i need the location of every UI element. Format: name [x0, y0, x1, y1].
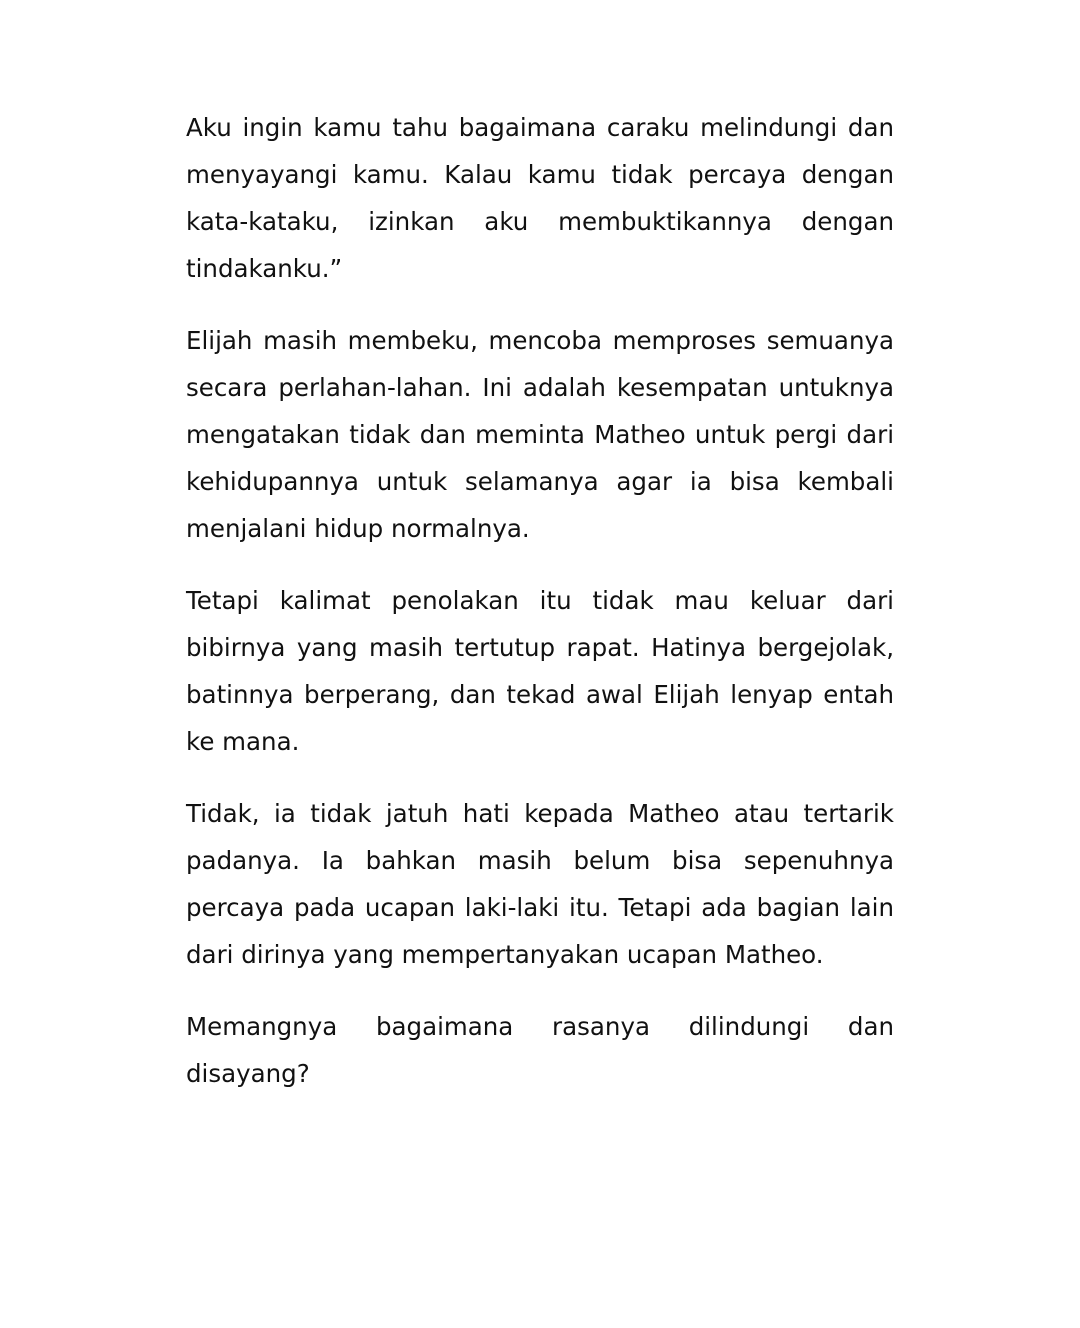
paragraph-1: Aku ingin kamu tahu bagaimana caraku melindungi dan menyayangi kamu. Kalau kamu tidak percaya dengan kata-kataku, izinkan aku membuktikannya dengan tindakanku.”	[186, 113, 894, 283]
paragraph-2: Elijah masih membeku, mencoba memproses semuanya secara perlahan-lahan. Ini adalah kesempatan untuknya mengatakan tidak dan meminta Matheo untuk pergi dari kehidupannya untuk selamanya agar ia bisa kembali menjalani hidup normalnya.	[186, 326, 894, 543]
paragraph-3: Tetapi kalimat penolakan itu tidak mau keluar dari bibirnya yang masih tertutup rapat. Hatinya bergejolak, batinnya berperang, dan tekad awal Elijah lenyap entah ke mana.	[186, 586, 894, 756]
document-page	[186, 104, 894, 1122]
paragraph-4: Tidak, ia tidak jatuh hati kepada Matheo atau tertarik padanya. Ia bahkan masih belum bisa sepenuhnya percaya pada ucapan laki-laki itu. Tetapi ada bagian lain dari dirinya yang mempertanyakan ucapan Matheo.	[186, 799, 894, 969]
paragraph-5: Memangnya bagaimana rasanya dilindungi dan disayang?	[186, 1012, 894, 1088]
